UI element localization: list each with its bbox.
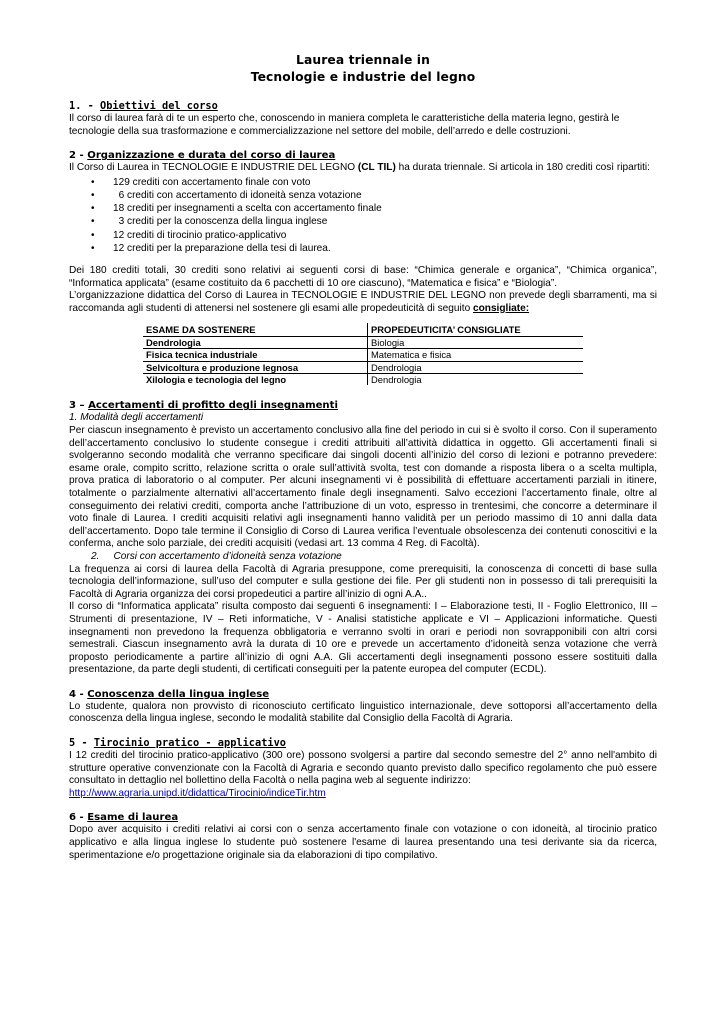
section-organization — [69, 149, 657, 385]
heading-text: Conoscenza della lingua inglese — [87, 688, 270, 700]
heading-text: Tirocinio pratico - applicativo — [93, 737, 286, 750]
section-text: Il corso di laurea farà di te un esperto che, conoscendo in maniera completa le caratteristiche della materia legno, gestirà le tecnologie della sua trasformazione e commercializzazione nel settore del mobile, dell’arredo e delle costruzioni. — [69, 113, 620, 137]
heading-number: 2 - — [69, 150, 88, 162]
section-heading — [69, 688, 657, 701]
prerequisites-text — [69, 290, 657, 315]
title-line-1: Laurea triennale in — [296, 53, 430, 67]
section-english — [69, 688, 657, 726]
heading-text: Esame di laurea — [87, 812, 179, 824]
internship-link[interactable]: http://www.agraria.unipd.it/didattica/Tirocinio/indiceTir.htm — [69, 787, 326, 799]
section-assessments — [69, 399, 657, 676]
table-row — [143, 349, 583, 361]
table-header: ESAME DA SOSTENERE — [143, 323, 368, 336]
document-page — [69, 52, 657, 873]
section-text: I 12 crediti del tirocinio pratico-applicativo (300 ore) possono svolgersi a partire dal secondo semestre del 2° anno nell'ambito di strutture operative convenzionate con la Facoltà di Agraria e secondo quanto previsto dallo specifico regolamento che può essere consultato in dettaglio nel bollettino della Facoltà o nella pagina web al seguente indirizzo: — [69, 750, 657, 787]
heading-text: Organizzazione e durata del corso di laurea — [87, 150, 336, 162]
heading-text: Obiettivi del corso — [100, 100, 218, 112]
list-item: • 6 crediti con accertamento di idoneità senza votazione — [113, 189, 657, 202]
section-internship — [69, 737, 657, 800]
table-cell: Xilologia e tecnologia del legno — [143, 374, 368, 386]
table-row — [143, 336, 583, 348]
assessment-text: Per ciascun insegnamento è previsto un accertamento conclusivo alla fine del periodo in cui si è svolto il corso. Con il superamento dell’accertamento conclusivo lo studente consegue i crediti attribuiti all’attività didattica in oggetto. Gli accertamenti finali si svolgeranno secondo modalità che verranno specificare dai singoli docenti all’inizio del corso di lezioni e potranno prevedere: esame orale, compito scritto, relazione scritta o orale sull’attività svolta, test con domande a risposta libera o a scelta multipla, prova pratica di laboratorio o al computer. Per alcuni insegnamenti vi è possibilità di effettuare accertamenti parziali in itinere, totalmente o parzialmente alternativi all’accertamento finale degli insegnamenti. Salvo eccezioni l’accertamento finale, oltre al conseguimento dei relativi crediti, comporta anche l’attribuzione di un voto, espresso in trentesimi, che concorre a determinare il voto finale di Laurea. I crediti acquisiti relativi agli insegnamenti hanno validità per un periodo massimo di 10 anni dalla data dell’accertamento. Dopo tale termine il Consiglio di Corso di Laurea verifica l’eventuale obsolescenza dei contenuti conoscitivi e la conferma, anche solo parziale, dei crediti acquisiti (vedasi art. 13 comma 4 Reg. di Facoltà). — [69, 425, 657, 550]
table-row — [143, 374, 583, 386]
heading-number: 5 - — [69, 737, 94, 750]
title-line-2: Tecnologie e industrie del legno — [250, 70, 476, 84]
prerequisites-text-body: L’organizzazione didattica del Corso di Laurea in TECNOLOGIE E INDUSTRIE DEL LEGNO non prevede degli sbarramenti, ma si raccomanda agli studenti di attenersi nel sostenere gli esami alle propedeuticità di seguito — [69, 290, 657, 314]
table-row — [143, 361, 583, 373]
section-heading — [69, 149, 657, 162]
credits-list — [69, 176, 657, 255]
section-final-exam — [69, 811, 657, 862]
table-cell: Fisica tecnica industriale — [143, 349, 368, 361]
section-text: Lo studente, qualora non provvisto di riconosciuto certificato linguistico internazionale, deve sottoporsi all’accertamento della conoscenza della lingua inglese, secondo le modalità stabilite dal Consiglio della Facoltà di Agraria. — [69, 700, 657, 725]
intro-text-end: ha durata triennale. Si articola in 180 crediti così ripartiti: — [395, 162, 650, 174]
intro-text: Il Corso di Laurea in TECNOLOGIE E INDUSTRIE DEL LEGNO — [69, 162, 358, 174]
section-objectives — [69, 100, 657, 138]
document-title — [69, 52, 657, 86]
table-cell: Selvicoltura e produzione legnosa — [143, 361, 368, 373]
list-item: • 129 crediti con accertamento finale con voto — [113, 176, 657, 189]
heading-text: Accertamenti di profitto degli insegnamenti — [88, 400, 338, 412]
table-cell: Biologia — [368, 336, 584, 348]
section-intro — [69, 162, 657, 175]
table-cell: Matematica e fisica — [368, 349, 584, 361]
subsection-title: 1. Modalità degli accertamenti — [69, 412, 204, 424]
table-cell: Dendrologia — [371, 374, 422, 385]
section-heading — [69, 399, 657, 412]
table-header: PROPEDEUTICITA’ CONSIGLIATE — [368, 323, 584, 336]
base-courses-text: Dei 180 crediti totali, 30 crediti sono relativi ai seguenti corsi di base: “Chimica generale e organica”, “Chimica organica”, “Informatica applicata” (esame costituito da 6 pacchetti di 10 ore ciascuno), “Matematica e fisica” e “Biologia”. — [69, 265, 657, 289]
prerequisites-table — [143, 323, 583, 385]
section-text: Dopo aver acquisito i crediti relativi ai corsi con o senza accertamento finale con votazione o con idoneità, al tirocinio pratico applicativo e alla lingua inglese lo studente può sostenere l'esame di laurea presentando una tesi derivante sia da ricerca, sperimentazione e/o progettazione originale sia da elaborazioni di tipo compilativo. — [69, 824, 657, 861]
list-item: • 3 crediti per la conoscenza della lingua inglese — [113, 215, 657, 228]
table-cell: Dendrologia — [143, 336, 368, 348]
section-heading — [69, 737, 657, 750]
course-code: (CL TIL) — [357, 162, 396, 174]
table-header-row — [143, 323, 583, 336]
heading-number: 1. - — [69, 100, 100, 112]
heading-number: 3 – — [69, 400, 89, 412]
subsection-title: 2. Corsi con accertamento d’idoneità senza votazione — [91, 550, 342, 562]
list-item: • 18 crediti per insegnamenti a scelta con accertamento finale — [113, 202, 657, 215]
section-heading — [69, 100, 657, 113]
heading-number: 4 - — [69, 688, 88, 700]
informatics-text: Il corso di “Informatica applicata” risulta composto dai seguenti 6 insegnamenti: I – Elaborazione testi, II - Foglio Elettronico, III – Strumenti di presentazione, IV – Reti informatiche, V - Analisi statistiche applicate e VI – Applicazioni informatiche. Questi insegnamenti non prevedono la frequenza obbligatoria e verranno svolti in orari e periodi non sovrapponibili con altri corsi semestrali. Ciascun insegnamento avrà la durata di 10 ore e prevede un accertamento d’idoneità senza votazione che verrà proposto periodicamente a partire all’inizio di ogni A.A. Gli accertamenti degli insegnamenti possono essere sostituiti dalla presentazione, da parte degli studenti, di certificati conseguiti per la patente europea del computer (ECDL). — [69, 601, 657, 676]
heading-number: 6 - — [69, 812, 88, 824]
prerequisites-text-emphasis: consigliate: — [473, 302, 530, 314]
table-cell: Dendrologia — [368, 361, 584, 373]
list-item: • 12 crediti per la preparazione della tesi di laurea. — [113, 242, 657, 255]
prerequisite-text: La frequenza ai corsi di laurea della Facoltà di Agraria presuppone, come prerequisiti, la conoscenza di concetti di base sulla tecnologia dell’informazione, sull’uso del computer e sulla gestione dei file. Per gli studenti non in possesso di tali prerequisiti la Facoltà di Agraria organizza dei corsi propedeutici a partire all’inizio di ogni A.A.. — [69, 563, 657, 600]
list-item: • 12 crediti di tirocinio pratico-applicativo — [113, 229, 657, 242]
section-heading — [69, 811, 657, 824]
